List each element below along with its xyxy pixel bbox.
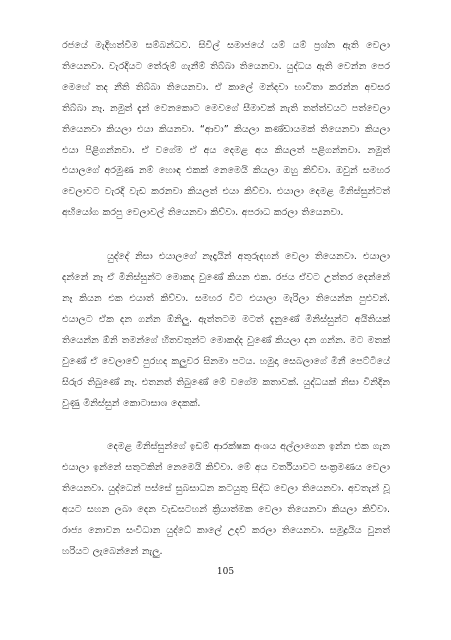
paragraph-3: දෙමළ මිනිස්සුන්ගේ ඉඩම් ආරක්ෂක අංශය අල්ලාගෙන ඉන්න එක ගැන එයාලා ඉන්නේ සතුටකින් නෙමෙයි කිව්වා. මේ අය වර්තියාවට සංක්‍රමණය වෙලා තියෙනවා. යුද්ධෙන් පස්සේ සුබසාධන කටයුතු සිද්ධ වෙලා තියෙනවා. අවතැන් වූ අයට සහන ලබා දෙන වැඩසටහන් ක්‍රියාත්මක වෙලා තියෙනවා කියලා කිව්වා. රාජ්‍ය නොවන සංවිධාන යුද්ධේ කාලේ උදව් කරලා තියෙනවා. සමුද්‍රයිය වුනත් හරියට ලැබෙන්නේ නැලු. — [62, 441, 390, 557]
paragraph-2: යුද්දේ නිසා එයාලගේ නෑදෑයින් අතුරුදහන් වෙලා තියෙනවා. එයාලා දන්නේ නෑ ඒ මිනිස්සුන්ට මොකද වුණේ කියන එක. රජය ඒවට උත්තර දෙන්නේ නෑ කියන එක එයාත් කිව්වා. සමහර විට එයාලා මැරිලා තියෙන්න පුළුවන්. එයාලට ඒක දන ගන්න ඕනිලු. ඇත්තටම මටත් දැනුණේ මිනිස්සුන්ට අයිතියක් තියෙන්න ඕනි තමන්ගේ හිතවතුන්ට මොකද්ද වුණේ කියලා දන ගන්න. මට මතක් වුණේ ඒ වෙලාවේ පුරහද කලුවර සිනමා පටය. හමුදා සෙබලාගේ මිනී පෙට්ටියේ සිරුර තිබුණේ නෑ. එතනත් තිබුණේ මේ වගේම කතාවක්. යුද්ධයක් නිසා විනිදින වුණු මිනිස්සුන් කොටාසාශ දෙකක්. — [62, 251, 390, 409]
paragraph-1: රජයේ මැදිහත්වීම සම්බන්ධව. සිවිල් සමාජයේ යම් යම් ප්‍රශ්න ඇති වෙලා තියෙනවා. වැරදියට තේරුම් ගැනීම් තිබ්බා තියෙනවා. යුද්ධය ඇති වෙන්න පෙර මෙහේ තද නීති තිබ්බා තියෙනවා. ඒ කාලේ මන්දවා භාවිතා කරන්න අවසර තිබ්බා නෑ. නමුත් දැන් වෙනකොට මෙවගේ සීමාවක් නැති තත්ත්වයට පත්වෙලා තියෙනවා කියලා එයා කියනවා. “ආවා” කියලා කණ්ඩායමක් තියෙනවා කියලා එයා පිළිගන්නවා. ඒ වගේම ඒ අය දෙමළ අය කියලත් පළිගන්නවා. නමුත් එයාලගේ අරමුණ නම් හොඳ එකක් නෙමෙයි කියලා ඔහු කිව්වා. ඔවුන් සමහර වෙලාවට වැරදි වැඩ කරනවා කියලත් එයා කිව්වා. එයාලා දෙමළ මිනිස්සුන්ටත් අභියෝග කරපු වෙලාවල් තියෙනවා කිව්වා. අපරාධ කරලා තියෙනවා. — [62, 40, 390, 219]
page-number: 105 — [216, 567, 235, 577]
page-body — [62, 36, 390, 563]
